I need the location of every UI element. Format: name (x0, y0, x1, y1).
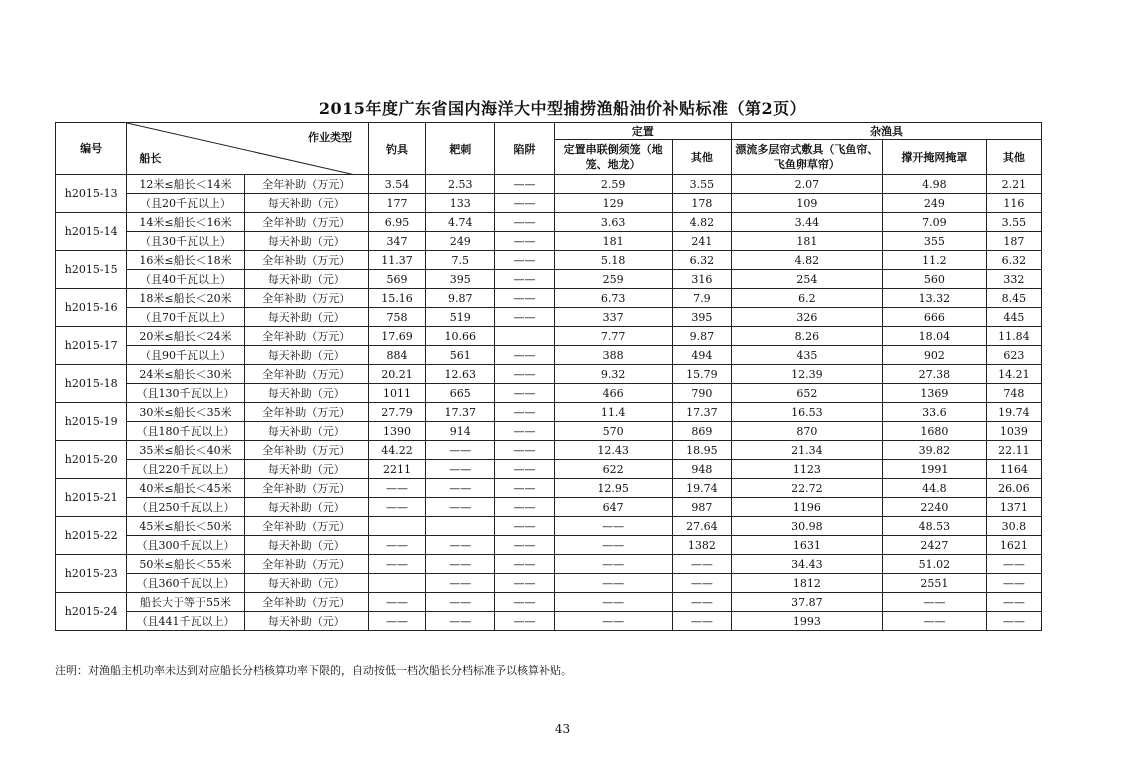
subsidy-value: 884 (369, 346, 426, 365)
subsidy-value: 6.32 (986, 251, 1041, 270)
subsidy-value: 1123 (731, 460, 882, 479)
subsidy-value: 6.2 (731, 289, 882, 308)
subsidy-value: —— (495, 517, 554, 536)
subsidy-value: —— (495, 384, 554, 403)
subsidy-value: 395 (426, 270, 495, 289)
subsidy-value: —— (495, 441, 554, 460)
vessel-code: h2015-17 (56, 327, 127, 365)
subsidy-value: 1011 (369, 384, 426, 403)
subsidy-value: 332 (986, 270, 1041, 289)
subsidy-value: —— (495, 612, 554, 631)
subsidy-value: 181 (731, 232, 882, 251)
subsidy-value: 494 (672, 346, 731, 365)
subsidy-type: 全年补助（万元） (244, 175, 368, 194)
table-row (56, 251, 1042, 270)
length-range: 50米≤船长＜55米 (127, 555, 244, 574)
subsidy-value: 109 (731, 194, 882, 213)
length-range: 20米≤船长＜24米 (127, 327, 244, 346)
subsidy-value: 902 (882, 346, 986, 365)
subsidy-value: 17.69 (369, 327, 426, 346)
subsidy-value: 27.64 (672, 517, 731, 536)
subsidy-value: —— (672, 593, 731, 612)
subsidy-value: 6.32 (672, 251, 731, 270)
vessel-code: h2015-14 (56, 213, 127, 251)
subsidy-value: —— (986, 612, 1041, 631)
subsidy-value: —— (369, 498, 426, 517)
header-length: 船长 (139, 152, 162, 165)
subsidy-value: 7.5 (426, 251, 495, 270)
subsidy-type: 全年补助（万元） (244, 289, 368, 308)
length-range: 12米≤船长＜14米 (127, 175, 244, 194)
subsidy-value: 987 (672, 498, 731, 517)
subsidy-value: —— (986, 574, 1041, 593)
table-row (56, 574, 1042, 593)
subsidy-value: —— (554, 574, 672, 593)
table-row (56, 593, 1042, 612)
subsidy-type: 全年补助（万元） (244, 593, 368, 612)
subsidy-value (369, 517, 426, 536)
subsidy-value: 15.79 (672, 365, 731, 384)
header-code: 编号 (56, 123, 127, 175)
length-range: 18米≤船长＜20米 (127, 289, 244, 308)
power-requirement: （且20千瓦以上） (127, 194, 244, 213)
subsidy-value: —— (426, 498, 495, 517)
subsidy-value: 19.74 (672, 479, 731, 498)
subsidy-value: 39.82 (882, 441, 986, 460)
subsidy-type: 全年补助（万元） (244, 403, 368, 422)
subsidy-value: 1369 (882, 384, 986, 403)
subsidy-value: 1991 (882, 460, 986, 479)
subsidy-value: 177 (369, 194, 426, 213)
header-dingzhi-sub2: 其他 (672, 140, 731, 175)
subsidy-type: 全年补助（万元） (244, 251, 368, 270)
length-range: 35米≤船长＜40米 (127, 441, 244, 460)
page-title: 2015年度广东省国内海洋大中型捕捞渔船油价补贴标准（第2页） (318, 99, 807, 118)
subsidy-value: 1993 (731, 612, 882, 631)
subsidy-value: 9.87 (672, 327, 731, 346)
subsidy-value: 259 (554, 270, 672, 289)
subsidy-type: 每天补助（元） (244, 270, 368, 289)
header-diaoju: 钓具 (369, 123, 426, 175)
table-row (56, 536, 1042, 555)
subsidy-value: —— (426, 441, 495, 460)
subsidy-value: —— (554, 612, 672, 631)
header-baci: 耙刺 (426, 123, 495, 175)
vessel-code: h2015-20 (56, 441, 127, 479)
subsidy-value: 445 (986, 308, 1041, 327)
power-requirement: （且70千瓦以上） (127, 308, 244, 327)
subsidy-value: 2240 (882, 498, 986, 517)
length-range: 40米≤船长＜45米 (127, 479, 244, 498)
table-row (56, 612, 1042, 631)
subsidy-value: 3.63 (554, 213, 672, 232)
table-row (56, 384, 1042, 403)
vessel-code: h2015-18 (56, 365, 127, 403)
power-requirement: （且90千瓦以上） (127, 346, 244, 365)
subsidy-value: 2427 (882, 536, 986, 555)
subsidy-value: 1164 (986, 460, 1041, 479)
subsidy-value: 869 (672, 422, 731, 441)
subsidy-value: —— (986, 593, 1041, 612)
subsidy-value: —— (986, 555, 1041, 574)
subsidy-value: 1371 (986, 498, 1041, 517)
subsidy-value: —— (495, 460, 554, 479)
header-zayu-sub1: 漂流多层帘式敷具（飞鱼帘、飞鱼卵草帘） (731, 140, 882, 175)
subsidy-value: 44.8 (882, 479, 986, 498)
header-diagonal-cell (127, 123, 369, 175)
subsidy-value: 9.32 (554, 365, 672, 384)
subsidy-value: 12.95 (554, 479, 672, 498)
length-range: 14米≤船长＜16米 (127, 213, 244, 232)
header-dingzhi: 定置 (554, 123, 731, 140)
subsidy-value: 570 (554, 422, 672, 441)
subsidy-value: 254 (731, 270, 882, 289)
subsidy-value: 870 (731, 422, 882, 441)
subsidy-value: 17.37 (426, 403, 495, 422)
vessel-code: h2015-13 (56, 175, 127, 213)
header-dingzhi-sub1: 定置串联倒须笼（地笼、地龙） (554, 140, 672, 175)
subsidy-type: 每天补助（元） (244, 194, 368, 213)
subsidy-value: —— (495, 593, 554, 612)
subsidy-value: 623 (986, 346, 1041, 365)
subsidy-value: —— (495, 422, 554, 441)
subsidy-value: 6.73 (554, 289, 672, 308)
subsidy-value: 187 (986, 232, 1041, 251)
subsidy-value: 5.18 (554, 251, 672, 270)
length-range: 船长大于等于55米 (127, 593, 244, 612)
subsidy-value: —— (369, 593, 426, 612)
subsidy-value: 12.63 (426, 365, 495, 384)
subsidy-value: —— (495, 175, 554, 194)
subsidy-value: 569 (369, 270, 426, 289)
vessel-code: h2015-23 (56, 555, 127, 593)
table-row (56, 365, 1042, 384)
subsidy-value: 22.11 (986, 441, 1041, 460)
subsidy-value: —— (495, 346, 554, 365)
subsidy-value: 15.16 (369, 289, 426, 308)
subsidy-value: 7.77 (554, 327, 672, 346)
subsidy-type: 每天补助（元） (244, 612, 368, 631)
subsidy-value: 561 (426, 346, 495, 365)
header-work-type: 作业类型 (308, 131, 352, 144)
subsidy-value: 2.59 (554, 175, 672, 194)
subsidy-value: 9.87 (426, 289, 495, 308)
subsidy-value: 44.22 (369, 441, 426, 460)
subsidy-type: 全年补助（万元） (244, 441, 368, 460)
subsidy-value: 560 (882, 270, 986, 289)
table-row (56, 175, 1042, 194)
subsidy-value: —— (495, 194, 554, 213)
subsidy-value: 14.21 (986, 365, 1041, 384)
subsidy-type: 每天补助（元） (244, 308, 368, 327)
subsidy-value: 622 (554, 460, 672, 479)
power-requirement: （且220千瓦以上） (127, 460, 244, 479)
subsidy-value: 948 (672, 460, 731, 479)
subsidy-value: 13.32 (882, 289, 986, 308)
subsidy-value: 395 (672, 308, 731, 327)
subsidy-value: —— (495, 308, 554, 327)
subsidy-value: —— (426, 555, 495, 574)
subsidy-type: 全年补助（万元） (244, 517, 368, 536)
table-row (56, 327, 1042, 346)
subsidy-value: —— (882, 612, 986, 631)
power-requirement: （且441千瓦以上） (127, 612, 244, 631)
header-xianjing: 陷阱 (495, 123, 554, 175)
table-row (56, 517, 1042, 536)
subsidy-value: 914 (426, 422, 495, 441)
subsidy-value: 337 (554, 308, 672, 327)
subsidy-value (369, 574, 426, 593)
subsidy-value: 27.79 (369, 403, 426, 422)
subsidy-value: 1621 (986, 536, 1041, 555)
subsidy-value: 51.02 (882, 555, 986, 574)
subsidy-value: 665 (426, 384, 495, 403)
subsidy-value: —— (495, 289, 554, 308)
subsidy-value: 1631 (731, 536, 882, 555)
subsidy-value: —— (369, 612, 426, 631)
subsidy-value: 178 (672, 194, 731, 213)
subsidy-value: 466 (554, 384, 672, 403)
subsidy-value: 1382 (672, 536, 731, 555)
subsidy-value: 21.34 (731, 441, 882, 460)
subsidy-value: 10.66 (426, 327, 495, 346)
subsidy-value: 7.9 (672, 289, 731, 308)
subsidy-value: 8.45 (986, 289, 1041, 308)
subsidy-value: 748 (986, 384, 1041, 403)
subsidy-value: 181 (554, 232, 672, 251)
subsidy-value: 3.44 (731, 213, 882, 232)
table-row (56, 289, 1042, 308)
subsidy-value: —— (426, 460, 495, 479)
subsidy-value: 1390 (369, 422, 426, 441)
subsidy-value: 666 (882, 308, 986, 327)
subsidy-value: 8.26 (731, 327, 882, 346)
subsidy-value: —— (495, 365, 554, 384)
power-requirement: （且360千瓦以上） (127, 574, 244, 593)
length-range: 24米≤船长＜30米 (127, 365, 244, 384)
vessel-code: h2015-24 (56, 593, 127, 631)
subsidy-value: —— (554, 536, 672, 555)
page-number: 43 (554, 722, 571, 736)
subsidy-value: —— (554, 517, 672, 536)
header-zayu: 杂渔具 (731, 123, 1041, 140)
subsidy-value: 129 (554, 194, 672, 213)
subsidy-value: 18.95 (672, 441, 731, 460)
subsidy-value: 12.39 (731, 365, 882, 384)
subsidy-type: 每天补助（元） (244, 574, 368, 593)
vessel-code: h2015-21 (56, 479, 127, 517)
subsidy-value: —— (495, 555, 554, 574)
table-row (56, 498, 1042, 517)
subsidy-value: —— (672, 612, 731, 631)
table-row (56, 555, 1042, 574)
table-row (56, 308, 1042, 327)
power-requirement: （且180千瓦以上） (127, 422, 244, 441)
subsidy-value: —— (495, 251, 554, 270)
subsidy-value: —— (672, 555, 731, 574)
subsidy-value: 11.2 (882, 251, 986, 270)
subsidy-value: —— (495, 213, 554, 232)
subsidy-value: 26.06 (986, 479, 1041, 498)
subsidy-value: —— (369, 536, 426, 555)
table-row (56, 441, 1042, 460)
power-requirement: （且250千瓦以上） (127, 498, 244, 517)
subsidy-value (495, 327, 554, 346)
subsidy-value: —— (554, 593, 672, 612)
table-row (56, 270, 1042, 289)
subsidy-value: 133 (426, 194, 495, 213)
power-requirement: （且40千瓦以上） (127, 270, 244, 289)
subsidy-value: —— (369, 555, 426, 574)
subsidy-value: 30.98 (731, 517, 882, 536)
table-row (56, 479, 1042, 498)
subsidy-value: 435 (731, 346, 882, 365)
subsidy-value: 519 (426, 308, 495, 327)
subsidy-value: 790 (672, 384, 731, 403)
subsidy-value: —— (495, 403, 554, 422)
table-body (56, 175, 1042, 631)
subsidy-type: 全年补助（万元） (244, 479, 368, 498)
vessel-code: h2015-22 (56, 517, 127, 555)
subsidy-value (426, 517, 495, 536)
length-range: 16米≤船长＜18米 (127, 251, 244, 270)
subsidy-value: 37.87 (731, 593, 882, 612)
subsidy-value: 19.74 (986, 403, 1041, 422)
subsidy-value: 2.07 (731, 175, 882, 194)
subsidy-type: 每天补助（元） (244, 536, 368, 555)
table-row (56, 346, 1042, 365)
subsidy-value: 2551 (882, 574, 986, 593)
subsidy-type: 全年补助（万元） (244, 365, 368, 384)
subsidy-type: 全年补助（万元） (244, 327, 368, 346)
table-row (56, 403, 1042, 422)
subsidy-type: 全年补助（万元） (244, 213, 368, 232)
subsidy-value: 388 (554, 346, 672, 365)
table-row (56, 213, 1042, 232)
subsidy-value: 652 (731, 384, 882, 403)
power-requirement: （且300千瓦以上） (127, 536, 244, 555)
subsidy-value: 27.38 (882, 365, 986, 384)
subsidy-type: 每天补助（元） (244, 346, 368, 365)
subsidy-value: 33.6 (882, 403, 986, 422)
footnote: 注明：对渔船主机功率未达到对应船长分档核算功率下限的，自动按低一档次船长分档标准予以核算补贴。 (55, 664, 572, 677)
subsidy-value: 30.8 (986, 517, 1041, 536)
subsidy-value: 241 (672, 232, 731, 251)
subsidy-value: 647 (554, 498, 672, 517)
subsidy-value: 1812 (731, 574, 882, 593)
subsidy-value: 17.37 (672, 403, 731, 422)
subsidy-value: —— (426, 612, 495, 631)
subsidy-value: —— (426, 593, 495, 612)
subsidy-type: 每天补助（元） (244, 422, 368, 441)
subsidy-value: 2211 (369, 460, 426, 479)
subsidy-value: 11.4 (554, 403, 672, 422)
subsidy-value: 11.84 (986, 327, 1041, 346)
subsidy-value: —— (882, 593, 986, 612)
subsidy-type: 每天补助（元） (244, 460, 368, 479)
vessel-code: h2015-15 (56, 251, 127, 289)
subsidy-value: 116 (986, 194, 1041, 213)
power-requirement: （且30千瓦以上） (127, 232, 244, 251)
subsidy-value: —— (495, 232, 554, 251)
subsidy-value: 48.53 (882, 517, 986, 536)
subsidy-value: 3.55 (672, 175, 731, 194)
subsidy-type: 每天补助（元） (244, 232, 368, 251)
subsidy-table (55, 122, 1042, 631)
subsidy-value: 2.21 (986, 175, 1041, 194)
subsidy-value: 4.98 (882, 175, 986, 194)
subsidy-value: —— (426, 536, 495, 555)
subsidy-value: —— (672, 574, 731, 593)
subsidy-value: 3.54 (369, 175, 426, 194)
power-requirement: （且130千瓦以上） (127, 384, 244, 403)
subsidy-value: 249 (426, 232, 495, 251)
header-zayu-sub3: 其他 (986, 140, 1041, 175)
subsidy-value: 1196 (731, 498, 882, 517)
subsidy-value: 1039 (986, 422, 1041, 441)
subsidy-value: 6.95 (369, 213, 426, 232)
subsidy-value: —— (495, 574, 554, 593)
vessel-code: h2015-19 (56, 403, 127, 441)
subsidy-value: 316 (672, 270, 731, 289)
subsidy-value: 22.72 (731, 479, 882, 498)
table-row (56, 194, 1042, 213)
subsidy-type: 每天补助（元） (244, 498, 368, 517)
subsidy-value: 2.53 (426, 175, 495, 194)
subsidy-type: 每天补助（元） (244, 384, 368, 403)
subsidy-value: —— (554, 555, 672, 574)
subsidy-value: —— (495, 536, 554, 555)
subsidy-value: —— (495, 479, 554, 498)
header-zayu-sub2: 撑开掩网掩罩 (882, 140, 986, 175)
subsidy-value: 3.55 (986, 213, 1041, 232)
table-row (56, 460, 1042, 479)
subsidy-value: 11.37 (369, 251, 426, 270)
subsidy-type: 全年补助（万元） (244, 555, 368, 574)
subsidy-value: —— (495, 270, 554, 289)
subsidy-value: 758 (369, 308, 426, 327)
vessel-code: h2015-16 (56, 289, 127, 327)
subsidy-value: 4.74 (426, 213, 495, 232)
subsidy-value: 7.09 (882, 213, 986, 232)
subsidy-value: 326 (731, 308, 882, 327)
subsidy-value: 12.43 (554, 441, 672, 460)
subsidy-value: —— (426, 479, 495, 498)
subsidy-value: —— (495, 498, 554, 517)
subsidy-value: 347 (369, 232, 426, 251)
subsidy-value: 16.53 (731, 403, 882, 422)
subsidy-value: —— (426, 574, 495, 593)
subsidy-value: 34.43 (731, 555, 882, 574)
length-range: 45米≤船长＜50米 (127, 517, 244, 536)
subsidy-value: 249 (882, 194, 986, 213)
subsidy-value: 355 (882, 232, 986, 251)
subsidy-value: 1680 (882, 422, 986, 441)
subsidy-value: 20.21 (369, 365, 426, 384)
length-range: 30米≤船长＜35米 (127, 403, 244, 422)
table-row (56, 422, 1042, 441)
subsidy-value: 4.82 (672, 213, 731, 232)
subsidy-value: 4.82 (731, 251, 882, 270)
subsidy-value: 18.04 (882, 327, 986, 346)
subsidy-value: —— (369, 479, 426, 498)
table-row (56, 232, 1042, 251)
